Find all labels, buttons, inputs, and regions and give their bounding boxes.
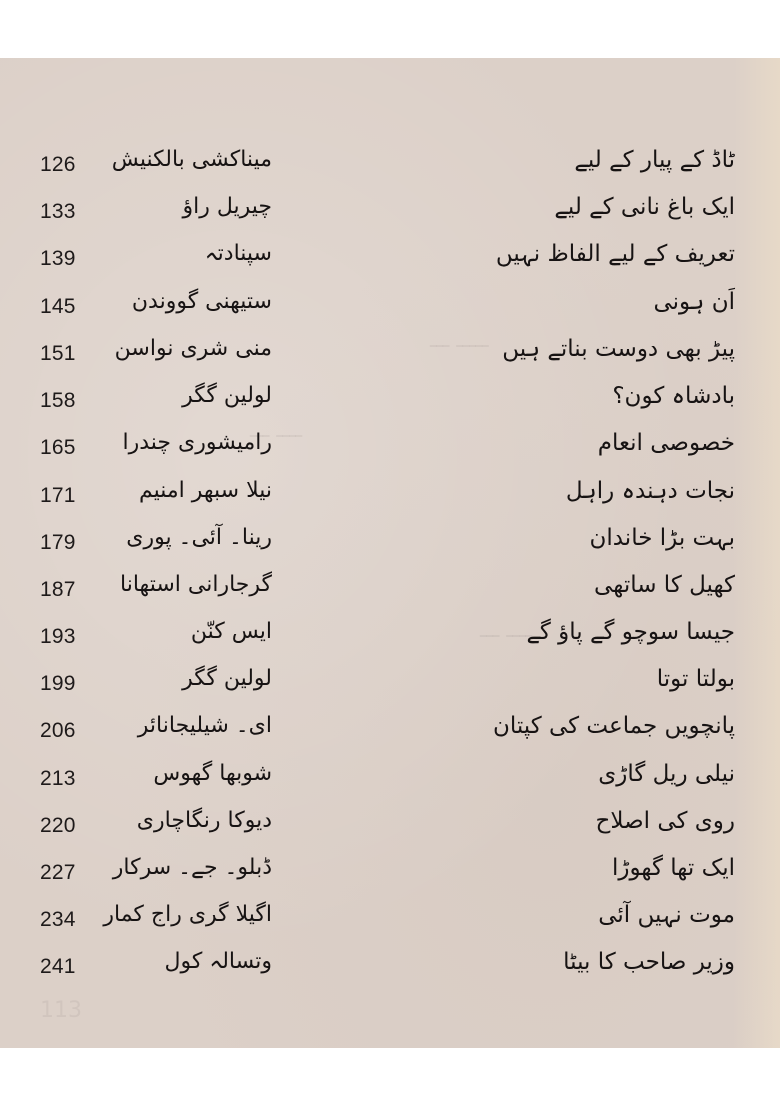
story-title: بادشاہ کون؟ [612,383,735,409]
page-number: 193 [40,625,76,648]
bleed-through-text: ـــــ ـــ [430,328,489,353]
page-number: 139 [40,247,76,270]
toc-entry [0,900,780,944]
toc-entry [0,476,780,520]
story-title: ٹاڈ کے پیار کے لیے [574,147,735,173]
story-title: موت نہیں آئی [598,902,735,928]
story-title: نیلی ریل گاڑی [598,761,735,787]
author-name: وتسالہ کول [164,949,272,974]
story-title: پیڑ بھی دوست بناتے ہیں [502,336,735,362]
author-name: ای۔ شیلیجانائر [137,713,272,738]
story-title: جیسا سوچو گے پاؤ گے [526,619,735,645]
author-name: سپنادتہ [204,241,272,266]
story-title: بہت بڑا خاندان [589,525,735,551]
story-title: ایک باغ نانی کے لیے [554,194,735,220]
toc-entry [0,947,780,991]
page-number: 187 [40,578,76,601]
story-title: تعریف کے لیے الفاظ نہیں [495,241,735,267]
author-name: رامیشوری چندرا [122,430,272,455]
author-name: شوبھا گھوس [153,761,272,786]
page-number: 179 [40,531,76,554]
author-name: رینا۔ آئی۔ پوری [126,525,272,550]
story-title: اَن ہونی [653,289,735,315]
toc-entry [0,806,780,850]
author-name: ڈبلو۔ جے۔ سرکار [112,855,272,880]
author-name: میناکشی بالکنیش [111,147,272,172]
author-name: نیلا سبھر امنیم [138,478,272,503]
table-of-contents [0,58,780,1048]
page-number: 241 [40,955,76,978]
page-number: 151 [40,342,76,365]
toc-entry [0,523,780,567]
author-name: منی شری نواسن [114,336,272,361]
author-name: ستیھنی گووندن [131,289,272,314]
page-number: 126 [40,153,76,176]
page-number: 165 [40,436,76,459]
story-title: نجات دہندہ راہل [565,478,735,504]
toc-entry [0,617,780,661]
page-number: 220 [40,814,76,837]
page-number: 145 [40,295,76,318]
page-number: 171 [40,484,76,507]
story-title: وزیر صاحب کا بیٹا [563,949,735,975]
page-number: 199 [40,672,76,695]
page-number: 213 [40,767,76,790]
toc-entry [0,570,780,614]
author-name: دیوکا رنگاچاری [136,808,272,833]
page-number: 234 [40,908,76,931]
toc-entry [0,239,780,283]
toc-entry [0,711,780,755]
scanned-page [0,58,780,1048]
toc-entry [0,428,780,472]
page-number: 158 [40,389,76,412]
story-title: خصوصی انعام [597,430,735,456]
page-number: 133 [40,200,76,223]
author-name: لولین گگر [182,383,272,408]
author-name: ایس کنّن [190,619,272,644]
page-number: 227 [40,861,76,884]
story-title: روی کی اصلاح [595,808,735,834]
story-title: بولتا توتا [656,666,735,692]
bleed-through-text: ــــ ـــ [480,618,533,643]
toc-entry [0,287,780,331]
bleed-through-text: 113 [40,998,82,1023]
toc-entry [0,334,780,378]
toc-entry [0,664,780,708]
toc-entry [0,853,780,897]
toc-entry [0,759,780,803]
author-name: لولین گگر [182,666,272,691]
story-title: ایک تھا گھوڑا [612,855,735,881]
page-number: 206 [40,719,76,742]
toc-entry [0,192,780,236]
story-title: کھیل کا ساتھی [594,572,735,598]
bleed-through-text: ــــ ـــ [250,418,303,443]
toc-entry [0,145,780,189]
toc-entry [0,381,780,425]
story-title: پانچویں جماعت کی کپتان [492,713,735,739]
author-name: اگیلا گری راج کمار [103,902,272,927]
author-name: چیریل راؤ [182,194,272,219]
author-name: گرجارانی استھانا [120,572,272,597]
